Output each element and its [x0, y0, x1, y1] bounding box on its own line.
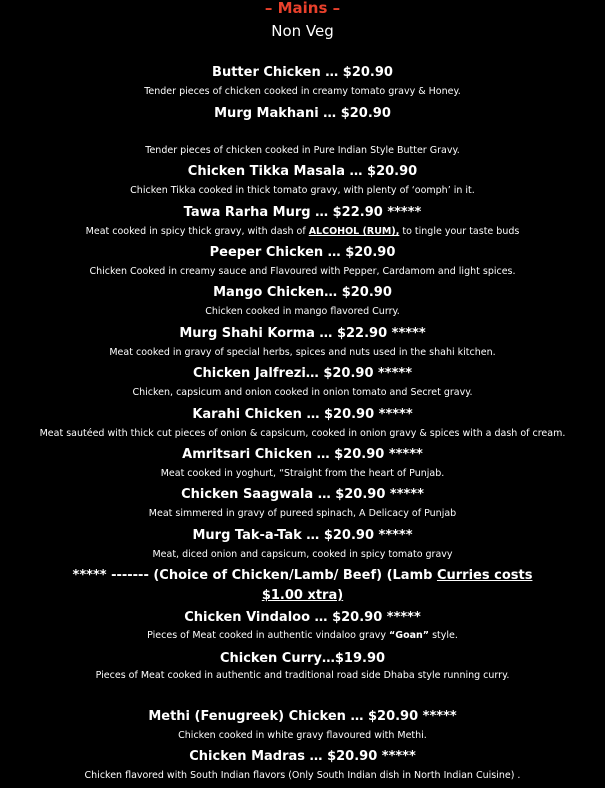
dish-description: Meat cooked in yoghurt, “Straight from the heart of Punjab. — [160, 468, 445, 479]
dish-description: Chicken Cooked in creamy sauce and Flavoured with Pepper, Cardamom and light spices. — [89, 266, 516, 277]
dish-description: Meat, diced onion and capsicum, cooked in spicy tomato gravy — [152, 549, 453, 560]
dish-name: Chicken Saagwala … $20.90 ***** — [181, 487, 424, 502]
dish-name: Tawa Rarha Murg … $22.90 ***** — [183, 205, 422, 220]
meat-choice-note: ***** ------- (Choice of Chicken/Lamb/ Beef) (Lamb Curries costs $1.00 xtra) — [72, 568, 533, 603]
dish-name: Chicken Jalfrezi… $20.90 ***** — [192, 366, 413, 381]
dish-name: Murg Makhani … $20.90 — [214, 106, 391, 121]
dish-name: Murg Tak-a-Tak … $20.90 ***** — [192, 528, 413, 543]
dish-description: Chicken flavored with South Indian flavors (Only South Indian dish in North Indian Cuisine) . — [84, 770, 521, 781]
lamb-surcharge-note: Curries costs $1.00 xtra) — [261, 568, 533, 603]
dish-name: Chicken Curry…$19.90 — [219, 651, 386, 666]
dish-description: Pieces of Meat cooked in authentic and traditional road side Dhaba style running curry. — [95, 670, 510, 681]
dish-description: Meat simmered in gravy of pureed spinach, A Delicacy of Punjab — [148, 508, 457, 519]
dish-name: Murg Shahi Korma … $22.90 ***** — [179, 326, 426, 341]
dish-name: Amritsari Chicken … $20.90 ***** — [182, 447, 423, 462]
section-subtitle: Non Veg — [271, 22, 334, 40]
section-title: – Mains – — [264, 0, 341, 17]
goan-style: “Goan” — [389, 630, 430, 641]
dish-description: Meat cooked in gravy of special herbs, spices and nuts used in the shahi kitchen. — [109, 347, 496, 358]
dish-description: Chicken Tikka cooked in thick tomato gravy, with plenty of ‘oomph’ in it. — [130, 185, 475, 196]
dish-name: Peeper Chicken … $20.90 — [209, 245, 396, 260]
alcohol-note: ALCOHOL (RUM), — [308, 226, 400, 237]
dish-description: Meat cooked in spicy thick gravy, with dash of ALCOHOL (RUM), to tingle your taste buds — [85, 226, 520, 237]
dish-name: Butter Chicken … $20.90 — [212, 65, 393, 80]
dish-name: Methi (Fenugreek) Chicken … $20.90 ***** — [148, 709, 457, 724]
dish-description: Chicken, capsicum and onion cooked in onion tomato and Secret gravy. — [132, 387, 473, 398]
dish-name: Chicken Tikka Masala … $20.90 — [187, 164, 418, 179]
dish-description: Chicken cooked in mango flavored Curry. — [205, 306, 400, 317]
dish-description: Chicken cooked in white gravy flavoured with Methi. — [178, 730, 427, 741]
dish-name: Chicken Vindaloo … $20.90 ***** — [184, 610, 421, 625]
dish-description: Tender pieces of chicken cooked in Pure Indian Style Butter Gravy. — [145, 145, 460, 156]
dish-name: Mango Chicken… $20.90 — [213, 285, 392, 300]
dish-name: Chicken Madras … $20.90 ***** — [189, 749, 416, 764]
dish-description: Meat sautéed with thick cut pieces of onion & capsicum, cooked in onion gravy & spices with a dash of cream. — [39, 428, 566, 439]
dish-description: Tender pieces of chicken cooked in creamy tomato gravy & Honey. — [144, 86, 461, 97]
dish-description: Pieces of Meat cooked in authentic vindaloo gravy “Goan” style. — [147, 630, 458, 641]
dish-name: Karahi Chicken … $20.90 ***** — [192, 407, 413, 422]
